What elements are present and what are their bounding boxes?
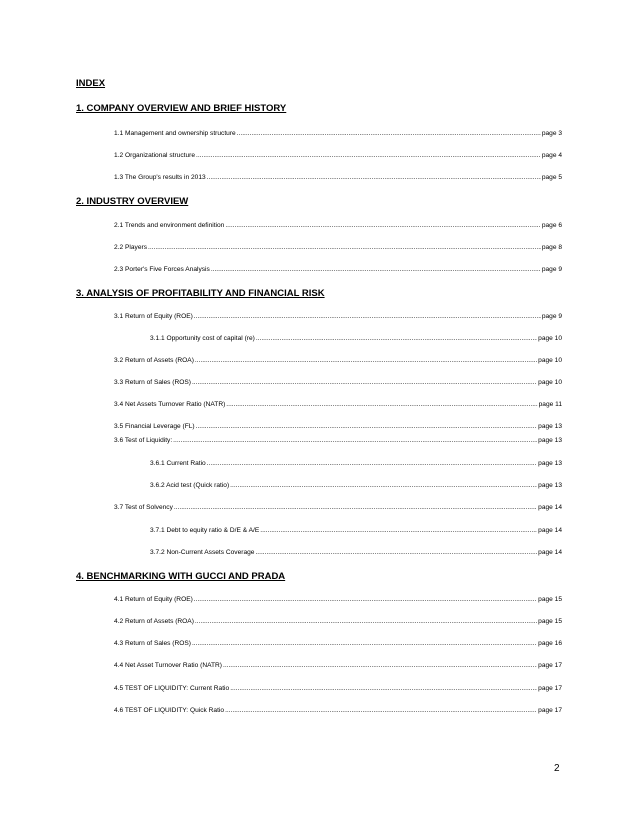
toc-entry[interactable] bbox=[114, 244, 562, 251]
toc-entry[interactable] bbox=[114, 357, 562, 364]
toc-entry-text: 3.7.1 Debt to equity ratio & D/E & A/E bbox=[150, 527, 260, 534]
toc-entry-text: 3.7.2 Non-Current Assets Coverage bbox=[150, 549, 255, 556]
toc-entry[interactable] bbox=[114, 504, 562, 511]
toc-entry[interactable] bbox=[114, 379, 562, 386]
dot-leader bbox=[195, 357, 537, 364]
toc-entry-text: 3.7 Test of Solvency bbox=[114, 504, 173, 511]
toc-entry-text: 4.3 Return of Sales (ROS) bbox=[114, 640, 191, 647]
toc-entry-page: page 10 bbox=[538, 335, 562, 342]
toc-entry-page: page 16 bbox=[538, 640, 562, 647]
dot-leader bbox=[196, 152, 541, 159]
toc-entry-page: page 14 bbox=[538, 549, 562, 556]
toc-entry[interactable] bbox=[150, 482, 562, 489]
toc-entry-text: 2.3 Porter's Five Forces Analysis bbox=[114, 266, 210, 273]
toc-entry-text: 1.3 The Group's results in 2013 bbox=[114, 174, 206, 181]
dot-leader bbox=[211, 266, 541, 273]
toc-entry-text: 3.1 Return of Equity (ROE) bbox=[114, 313, 193, 320]
section-1-title: 1. COMPANY OVERVIEW AND BRIEF HISTORY bbox=[76, 103, 287, 114]
toc-entry[interactable] bbox=[150, 549, 562, 556]
toc-entry-page: page 10 bbox=[538, 357, 562, 364]
toc-entry-page: page 13 bbox=[538, 423, 562, 430]
toc-entry-page: page 3 bbox=[541, 130, 562, 137]
dot-leader bbox=[223, 662, 537, 669]
toc-entry[interactable] bbox=[150, 335, 562, 342]
dot-leader bbox=[237, 130, 541, 137]
dot-leader bbox=[225, 222, 540, 229]
toc-entry[interactable] bbox=[114, 640, 562, 647]
toc-entry-page: page 17 bbox=[538, 662, 562, 669]
toc-entry-text: 1.1 Management and ownership structure bbox=[114, 130, 236, 137]
toc-entry-text: 2.1 Trends and environment definition bbox=[114, 222, 225, 229]
dot-leader bbox=[195, 618, 537, 625]
dot-leader bbox=[230, 482, 537, 489]
dot-leader bbox=[260, 527, 537, 534]
toc-entry-text: 3.4 Net Assets Turnover Ratio (NATR) bbox=[114, 401, 226, 408]
toc-entry-page: page 13 bbox=[538, 482, 562, 489]
toc-entry-page: page 5 bbox=[541, 174, 562, 181]
toc-entry-page: page 14 bbox=[538, 504, 562, 511]
toc-entry-text: 1.2 Organizational structure bbox=[114, 152, 195, 159]
toc-entry[interactable] bbox=[114, 423, 562, 430]
toc-entry-text: 3.6.2 Acid test (Quick ratio) bbox=[150, 482, 230, 489]
section-4-title: 4. BENCHMARKING WITH GUCCI AND PRADA bbox=[76, 571, 286, 582]
toc-entry[interactable] bbox=[114, 130, 562, 137]
toc-entry-page: page 8 bbox=[541, 244, 562, 251]
toc-entry-page: page 9 bbox=[541, 313, 562, 320]
toc-entry-text: 4.1 Return of Equity (ROE) bbox=[114, 596, 193, 603]
toc-entry[interactable] bbox=[114, 596, 562, 603]
toc-entry-page: page 9 bbox=[541, 266, 562, 273]
toc-entry[interactable] bbox=[114, 266, 562, 273]
dot-leader bbox=[192, 640, 537, 647]
toc-entry-page: page 13 bbox=[538, 460, 562, 467]
toc-entry[interactable] bbox=[114, 222, 562, 229]
dot-leader bbox=[194, 596, 537, 603]
dot-leader bbox=[226, 401, 537, 408]
toc-entry-text: 4.4 Net Asset Turnover Ratio (NATR) bbox=[114, 662, 222, 669]
toc-entry[interactable] bbox=[114, 313, 562, 320]
toc-entry[interactable] bbox=[114, 685, 562, 692]
toc-entry-text: 3.6.1 Current Ratio bbox=[150, 460, 206, 467]
toc-entry-text: 2.2 Players bbox=[114, 244, 147, 251]
section-2-title: 2. INDUSTRY OVERVIEW bbox=[76, 196, 189, 207]
page-number: 2 bbox=[554, 763, 560, 774]
toc-entry-page: page 4 bbox=[541, 152, 562, 159]
dot-leader bbox=[196, 423, 538, 430]
dot-leader bbox=[230, 685, 537, 692]
dot-leader bbox=[173, 437, 537, 444]
toc-entry-page: page 11 bbox=[538, 401, 562, 408]
toc-entry[interactable] bbox=[114, 618, 562, 625]
dot-leader bbox=[256, 335, 537, 342]
toc-entry[interactable] bbox=[114, 174, 562, 181]
section-3-title: 3. ANALYSIS OF PROFITABILITY AND FINANCIAL RISK bbox=[76, 288, 325, 299]
toc-entry-text: 4.5 TEST OF LIQUIDITY: Current Ratio bbox=[114, 685, 230, 692]
toc-entry[interactable] bbox=[114, 152, 562, 159]
toc-entry-text: 3.3 Return of Sales (ROS) bbox=[114, 379, 191, 386]
dot-leader bbox=[225, 707, 537, 714]
dot-leader bbox=[192, 379, 537, 386]
dot-leader bbox=[255, 549, 537, 556]
toc-entry-page: page 17 bbox=[538, 685, 562, 692]
toc-entry-page: page 17 bbox=[538, 707, 562, 714]
toc-entry-page: page 10 bbox=[538, 379, 562, 386]
toc-entry[interactable] bbox=[150, 460, 562, 467]
toc-entry-page: page 6 bbox=[541, 222, 562, 229]
toc-entry-text: 3.1.1 Opportunity cost of capital (re) bbox=[150, 335, 255, 342]
toc-entry-text: 3.2 Return of Assets (ROA) bbox=[114, 357, 194, 364]
dot-leader bbox=[207, 460, 537, 467]
toc-entry[interactable] bbox=[114, 662, 562, 669]
dot-leader bbox=[207, 174, 541, 181]
toc-entry-text: 3.5 Financial Leverage (FL) bbox=[114, 423, 195, 430]
toc-entry-text: 4.2 Return of Assets (ROA) bbox=[114, 618, 194, 625]
toc-entry[interactable] bbox=[114, 437, 562, 444]
toc-entry-text: 3.6 Test of Liquidity: bbox=[114, 437, 173, 444]
toc-entry[interactable] bbox=[150, 527, 562, 534]
index-title: INDEX bbox=[76, 78, 106, 89]
toc-entry-page: page 14 bbox=[538, 527, 562, 534]
dot-leader bbox=[174, 504, 537, 511]
toc-entry-text: 4.6 TEST OF LIQUIDITY: Quick Ratio bbox=[114, 707, 225, 714]
dot-leader bbox=[148, 244, 541, 251]
toc-entry[interactable] bbox=[114, 707, 562, 714]
toc-entry-page: page 15 bbox=[538, 618, 562, 625]
toc-entry-page: page 13 bbox=[538, 437, 562, 444]
toc-entry[interactable] bbox=[114, 401, 562, 408]
toc-entry-page: page 15 bbox=[538, 596, 562, 603]
dot-leader bbox=[194, 313, 541, 320]
